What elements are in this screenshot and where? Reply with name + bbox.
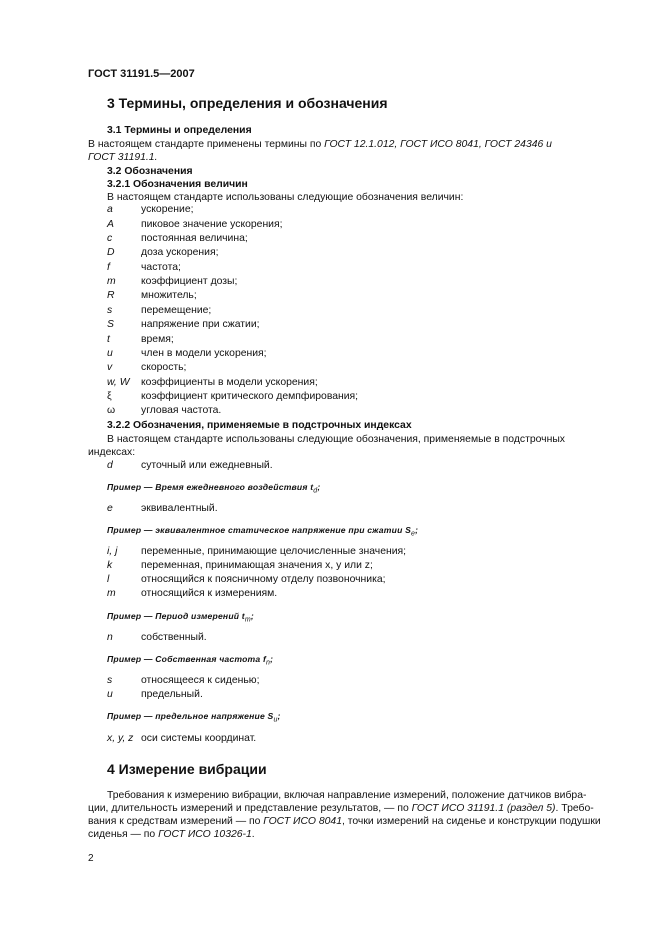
example-end: ;: [270, 654, 274, 664]
symbol-definition: коэффициент дозы;: [141, 276, 238, 287]
symbol-definition: время;: [141, 334, 174, 345]
symbol-definition: частота;: [141, 262, 181, 273]
subscript-definition: суточный или ежедневный.: [141, 460, 273, 471]
subscript-definition: относящееся к сиденью;: [141, 675, 260, 686]
symbol-definition: коэффициент критического демпфирования;: [141, 391, 359, 402]
symbol-definition: угловая частота.: [141, 405, 222, 416]
example-text: Пример — эквивалентное статическое напряжение при сжатии S: [107, 525, 412, 535]
symbol-definition: перемещение;: [141, 305, 212, 316]
symbol-definition: множитель;: [141, 290, 197, 301]
section-4-line-1: Требования к измерению вибрации, включая направление измерений, положение датчиков вибра-: [107, 790, 587, 801]
example-text: Пример — Период измерений t: [107, 611, 245, 621]
section-3-2-2-intro-cont: индексах:: [88, 447, 136, 458]
subscript-symbol: i, j: [107, 546, 118, 557]
section-3-2-title: 3.2 Обозначения: [107, 166, 193, 177]
section-4-ref-1: ГОСТ ИСО 31191.1 (раздел 5): [411, 803, 556, 814]
subscript-symbol: e: [107, 503, 113, 514]
section-4-line-3-end: , точки измерений на сиденье и конструкции подушки: [341, 816, 601, 827]
section-3-title: 3 Термины, определения и обозначения: [107, 95, 388, 111]
document-header: ГОСТ 31191.5—2007: [88, 68, 195, 80]
subscript-definition: относящийся к измерениям.: [141, 588, 278, 599]
symbol: f: [107, 262, 110, 273]
section-4-line-3-text: вания к средствам измерений — по: [88, 816, 264, 827]
subscript-symbol: l: [107, 574, 110, 585]
subscript-symbol: m: [107, 588, 116, 599]
section-4-ref-2: ГОСТ ИСО 8041: [263, 816, 342, 827]
subscript-definition: переменные, принимающие целочисленные значения;: [141, 546, 407, 557]
symbol: S: [107, 319, 114, 330]
section-3-2-2-intro: В настоящем стандарте использованы следующие обозначения, применяемые в подстрочных: [107, 434, 565, 445]
example-subscript: d: [313, 487, 318, 495]
symbol-definition: напряжение при сжатии;: [141, 319, 260, 330]
example-note: [107, 482, 320, 495]
subscript-definition: эквивалентный.: [141, 503, 218, 514]
example-end: ;: [415, 525, 419, 535]
section-4-title: 4 Измерение вибрации: [107, 761, 267, 777]
subscript-symbol: d: [107, 460, 113, 471]
symbol: w, W: [107, 377, 130, 388]
symbol: m: [107, 276, 116, 287]
symbol: c: [107, 233, 113, 244]
symbol-definition: ускорение;: [141, 204, 194, 215]
example-end: ;: [250, 611, 254, 621]
section-4-line-2-end: . Требо-: [555, 803, 594, 814]
subscript-symbol: x, y, z: [107, 733, 134, 744]
section-3-1-title: 3.1 Термины и определения: [107, 125, 252, 136]
symbol: ω: [107, 405, 116, 416]
symbol-definition: доза ускорения;: [141, 247, 219, 258]
section-4-line-4: [88, 828, 255, 841]
subscript-symbol: s: [107, 675, 113, 686]
subscript-symbol: n: [107, 632, 113, 643]
symbol: ξ: [107, 391, 112, 402]
subscript-definition: переменная, принимающая значения x, y или z;: [141, 560, 373, 571]
section-3-2-1-intro: В настоящем стандарте использованы следующие обозначения величин:: [107, 192, 464, 203]
section-4-line-2-text: ции, длительность измерений и представление результатов, — по: [88, 803, 412, 814]
example-text: Пример — Собственная частота f: [107, 654, 267, 664]
symbol-definition: пиковое значение ускорения;: [141, 219, 283, 230]
section-3-1-references-cont: ГОСТ 31191.1.: [88, 152, 158, 163]
subscript-symbol: u: [107, 689, 113, 700]
section-3-1-references: ГОСТ 12.1.012, ГОСТ ИСО 8041, ГОСТ 24346 и: [324, 139, 552, 150]
example-subscript: e: [411, 530, 416, 538]
example-note: [107, 711, 281, 724]
section-4-line-4-text: сиденья — по: [88, 829, 159, 840]
example-subscript: n: [266, 659, 271, 667]
example-subscript: u: [273, 716, 278, 724]
example-end: ;: [317, 482, 321, 492]
symbol: a: [107, 204, 113, 215]
symbol: A: [107, 219, 114, 230]
example-note: [107, 525, 418, 538]
section-3-1-text: [88, 138, 552, 151]
example-end: ;: [277, 711, 281, 721]
section-4-line-4-end: .: [251, 829, 255, 840]
subscript-definition: оси системы координат.: [141, 733, 257, 744]
subscript-symbol: k: [107, 560, 113, 571]
symbol: u: [107, 348, 113, 359]
symbol: s: [107, 305, 113, 316]
page-number: 2: [88, 853, 94, 864]
subscript-definition: относящийся к поясничному отделу позвоночника;: [141, 574, 386, 585]
section-3-2-2-title: 3.2.2 Обозначения, применяемые в подстрочных индексах: [107, 420, 412, 431]
symbol: D: [107, 247, 115, 258]
section-3-1-text-lead: В настоящем стандарте применены термины по: [88, 139, 325, 150]
section-4-line-3: [88, 815, 601, 828]
symbol-definition: коэффициенты в модели ускорения;: [141, 377, 318, 388]
example-subscript: m: [244, 616, 251, 624]
symbol: v: [107, 362, 113, 373]
symbol: R: [107, 290, 115, 301]
example-text: Пример — Время ежедневного воздействия t: [107, 482, 314, 492]
symbol-definition: скорость;: [141, 362, 187, 373]
section-4-ref-3: ГОСТ ИСО 10326-1: [158, 829, 252, 840]
example-note: [107, 611, 254, 624]
symbol: t: [107, 334, 110, 345]
symbol-definition: постоянная величина;: [141, 233, 248, 244]
example-note: [107, 654, 273, 667]
section-4-line-2: [88, 802, 594, 815]
example-text: Пример — предельное напряжение S: [107, 711, 274, 721]
subscript-definition: собственный.: [141, 632, 207, 643]
section-3-2-1-title: 3.2.1 Обозначения величин: [107, 179, 248, 190]
subscript-definition: предельный.: [141, 689, 203, 700]
symbol-definition: член в модели ускорения;: [141, 348, 267, 359]
